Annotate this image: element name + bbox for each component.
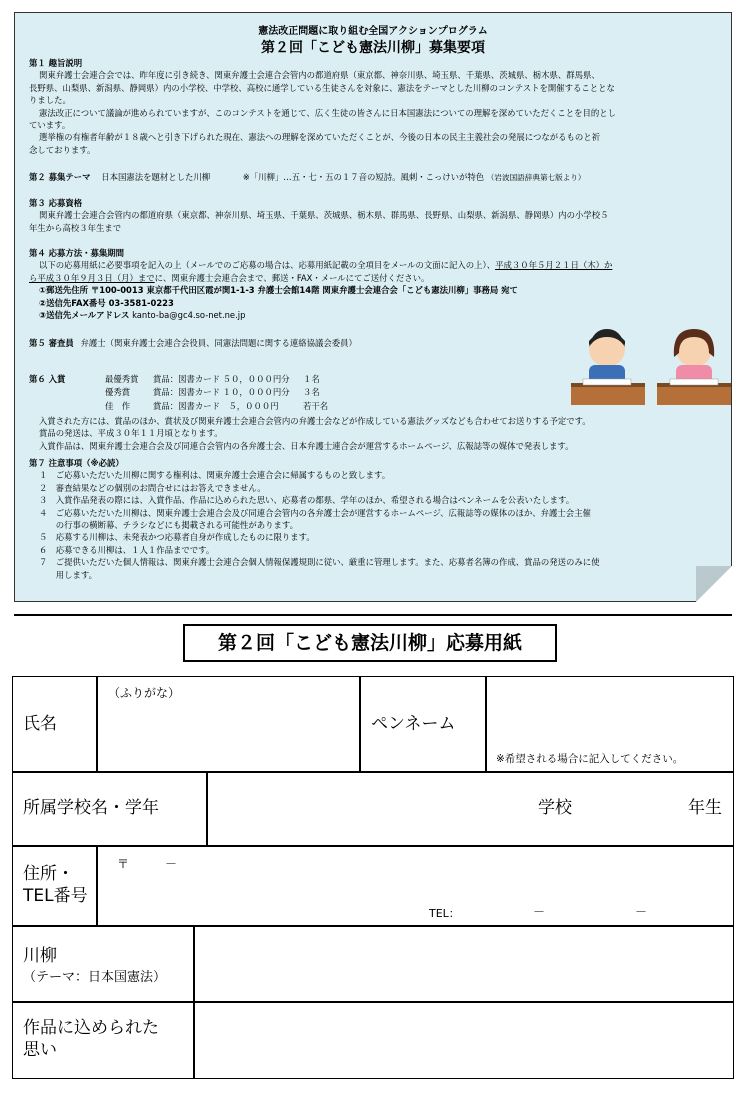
senryu-label: 川柳 <box>23 946 57 966</box>
prize-name: 最優秀賞 <box>105 374 139 384</box>
prize-name: 優秀賞 <box>105 387 131 398</box>
section-6-text: 入賞された方には、賞品のほか、賞状及び関東弁護士会連合会管内の弁護士会などが作成している憲法グッズなども合わせてお送りする予定です。 <box>39 416 591 426</box>
section-3 <box>29 197 609 234</box>
children-studying-illustration <box>569 323 733 409</box>
form-rule <box>485 677 487 771</box>
caution-item: ２ 審査結果などの個別のお問合せにはお答えできません。 <box>39 482 266 493</box>
section-1-text: 選挙権の有権者年齢が１８歳へと引き下げられた現在、憲法への理解を深めていただくことが、今後の日本の民主主義社会の発展につながるものと祈 <box>39 132 600 143</box>
tel-label: TEL番号 <box>23 886 88 906</box>
address-field[interactable] <box>101 871 729 897</box>
penname-field[interactable] <box>489 681 731 747</box>
senryu-theme: （テーマ：日本国憲法） <box>23 970 167 985</box>
caution-item: の行事の横断幕、チラシなどにも掲載される可能性があります。 <box>39 520 298 531</box>
section-1-text: 長野県、山梨県、新潟県、静岡県）内の小学校、中学校、高校に通学している生徒さんを対象に、憲法をテーマとした川柳のコンテストを開催することとな <box>29 82 615 93</box>
section-4 <box>29 247 612 321</box>
section-1-heading: 第１ 趣旨説明 <box>29 58 83 68</box>
prize-detail: 賞品：図書カード １０，０００円分 <box>153 387 290 398</box>
form-rule <box>96 845 98 925</box>
section-5-text: 弁護士（関東弁護士会連合会役員、同憲法問題に関する連絡協議会委員） <box>80 338 357 348</box>
prize-name: 佳 作 <box>105 400 131 411</box>
name-field[interactable] <box>99 703 357 769</box>
section-5 <box>29 337 357 349</box>
grade-suffix: 年生 <box>688 798 722 818</box>
school-field[interactable] <box>211 775 531 841</box>
name-label: 氏名 <box>23 714 57 734</box>
page-curl <box>696 566 732 602</box>
furigana-label: （ふりがな） <box>108 686 181 700</box>
section-7 <box>29 457 599 581</box>
section-4-text: 以下の応募用紙に必要事項を記入の上（メールでのご応募の場合は、応募用紙記載の全項目をメールの文面に記入の上）、 <box>39 260 496 271</box>
form-rule <box>13 1001 733 1003</box>
prize-count: １名 <box>303 374 320 384</box>
section-6-heading: 第６ 入賞 <box>29 374 66 384</box>
caution-item: 用します。 <box>39 569 97 580</box>
section-2-source: （岩波国語辞典第七版より） <box>486 173 586 182</box>
caution-item: ５ 応募する川柳は、未発表かつ応募者自身が作成したものに限ります。 <box>39 532 315 543</box>
thoughts-label: 作品に込められた <box>23 1018 159 1038</box>
school-suffix: 学校 <box>538 798 572 818</box>
fax-number: 03-3581-0223 <box>108 297 174 308</box>
postal-mark: 〒 － <box>117 857 178 871</box>
section-1-text: りました。 <box>29 95 71 106</box>
address-label: 住所・ <box>23 864 74 884</box>
prize-detail: 賞品：図書カード ５０，０００円分 <box>153 374 290 384</box>
section-2-note: ※「川柳」…五・七・五の１７音の短詩。風刺・こっけいが特色 <box>242 172 485 182</box>
section-6-notes <box>29 415 591 452</box>
tel-field[interactable] <box>463 901 713 921</box>
post-address: 〒100-0013 東京都千代田区霞が関1-1-3 弁護士会館14階 関東弁護士会連合会「こども憲法川柳」事務局 宛て <box>90 285 518 296</box>
girl-illustration <box>657 329 731 405</box>
tel-dash: － <box>533 905 546 919</box>
form-rule <box>13 845 733 847</box>
caution-item: ４ ご応募いただいた川柳は、関東弁護士会連合会及び同連合会管内の各弁護士会が運営するホームページ、広報誌等の媒体のほか、弁護士会主催 <box>39 507 591 518</box>
cut-line <box>14 614 732 616</box>
caution-item: １ ご応募いただいた川柳に関する権利は、関東弁護士会連合会に帰属するものと致します。 <box>39 470 391 481</box>
period-end: ら平成３０年９月３日（月）まで <box>29 272 155 283</box>
caution-item: ３ 入賞作品発表の際には、入賞作品、作品に込められた思い、応募者の都県、学年のほか、希望される場合はペンネームを公表いたします。 <box>39 495 575 506</box>
section-1-text: ています。 <box>29 120 71 131</box>
section-1 <box>29 57 616 156</box>
section-6-text: 賞品の発送は、平成３０年１１月頃となります。 <box>39 428 223 439</box>
section-1-text: 憲法改正について議論が進められていますが、このコンテストを通じて、広く生徒の皆さんに日本国憲法についての理解を深めていただくことを目的とし <box>39 107 617 118</box>
penname-note: ※希望される場合に記入してください。 <box>496 753 684 765</box>
penname-label: ペンネーム <box>371 714 456 734</box>
section-3-text: 年生から高校３年生まで <box>29 222 122 233</box>
section-2-theme: 日本国憲法を題材とした川柳 <box>101 172 211 182</box>
section-6-text: 入賞作品は、関東弁護士会連合会及び同連合会管内の各弁護士会、日本弁護士連合会が運営するホームページ、広報誌等の媒体で発表します。 <box>39 440 574 451</box>
mail-label: ③送信先メールアドレス <box>39 310 130 321</box>
senryu-field[interactable] <box>197 929 731 999</box>
mail-address: kanto-ba@gc4.so-net.ne.jp <box>132 310 246 321</box>
fax-label: ②送信先FAX番号 <box>39 297 106 308</box>
application-form <box>12 676 734 1079</box>
notice-subtitle: 憲法改正問題に取り組む全国アクションプログラム <box>258 26 488 37</box>
tel-prefix: TEL： <box>429 907 460 920</box>
form-rule <box>96 677 98 771</box>
section-6 <box>29 373 328 413</box>
caution-item: ７ ご提供いただいた個人情報は、関東弁護士会連合会個人情報保護規則に従い、厳重に管理します。また、応募者名簿の作成、賞品の発送のみに使 <box>39 557 600 568</box>
form-rule <box>193 925 195 1078</box>
section-3-text: 関東弁護士会連合会管内の都道府県（東京都、神奈川県、埼玉県、千葉県、茨城県、栃木県、群馬県、長野県、山梨県、新潟県、静岡県）内の小学校５ <box>39 210 609 221</box>
prize-count: 若干名 <box>303 400 329 411</box>
section-1-text: 関東弁護士会連合会では、昨年度に引き続き、関東弁護士会連合会管内の都道府県（東京都、神奈川県、埼玉県、千葉県、茨城県、栃木県、群馬県、 <box>39 70 600 81</box>
section-1-text: 念しております。 <box>29 144 96 155</box>
notice-title: 第２回「こども憲法川柳」募集要項 <box>261 40 485 56</box>
prize-count: ３名 <box>303 387 320 398</box>
section-2 <box>29 171 586 184</box>
section-4-text: に、関東弁護士会連合会まで、郵送・FAX・メールにてご送付ください。 <box>154 272 430 283</box>
notice-panel <box>14 12 732 602</box>
grade-field[interactable] <box>583 775 683 841</box>
caution-item: ６ 応募できる川柳は、１人１作品までです。 <box>39 544 215 555</box>
post-label: ①郵送先住所 <box>39 285 88 296</box>
boy-illustration <box>571 329 645 405</box>
section-5-heading: 第５ 審査員 <box>29 338 74 348</box>
form-rule <box>13 771 733 773</box>
thoughts-field[interactable] <box>197 1005 731 1075</box>
form-rule <box>206 771 208 845</box>
tel-dash: － <box>635 905 648 919</box>
period-start: 平成３０年５月２１日（木）か <box>495 260 613 271</box>
section-3-heading: 第３ 応募資格 <box>29 198 83 208</box>
school-label: 所属学校名・学年 <box>23 798 159 818</box>
form-title: 第２回「こども憲法川柳」応募用紙 <box>183 624 557 662</box>
prize-detail: 賞品：図書カード ５，０００円 <box>153 400 279 411</box>
section-4-heading: 第４ 応募方法・募集期間 <box>29 248 125 258</box>
form-rule <box>359 677 361 771</box>
section-2-heading: 第２ 募集テーマ <box>29 172 91 182</box>
form-rule <box>13 925 733 927</box>
thoughts-label-2: 思い <box>23 1040 57 1060</box>
section-7-heading: 第７ 注意事項（※必読） <box>29 458 124 468</box>
